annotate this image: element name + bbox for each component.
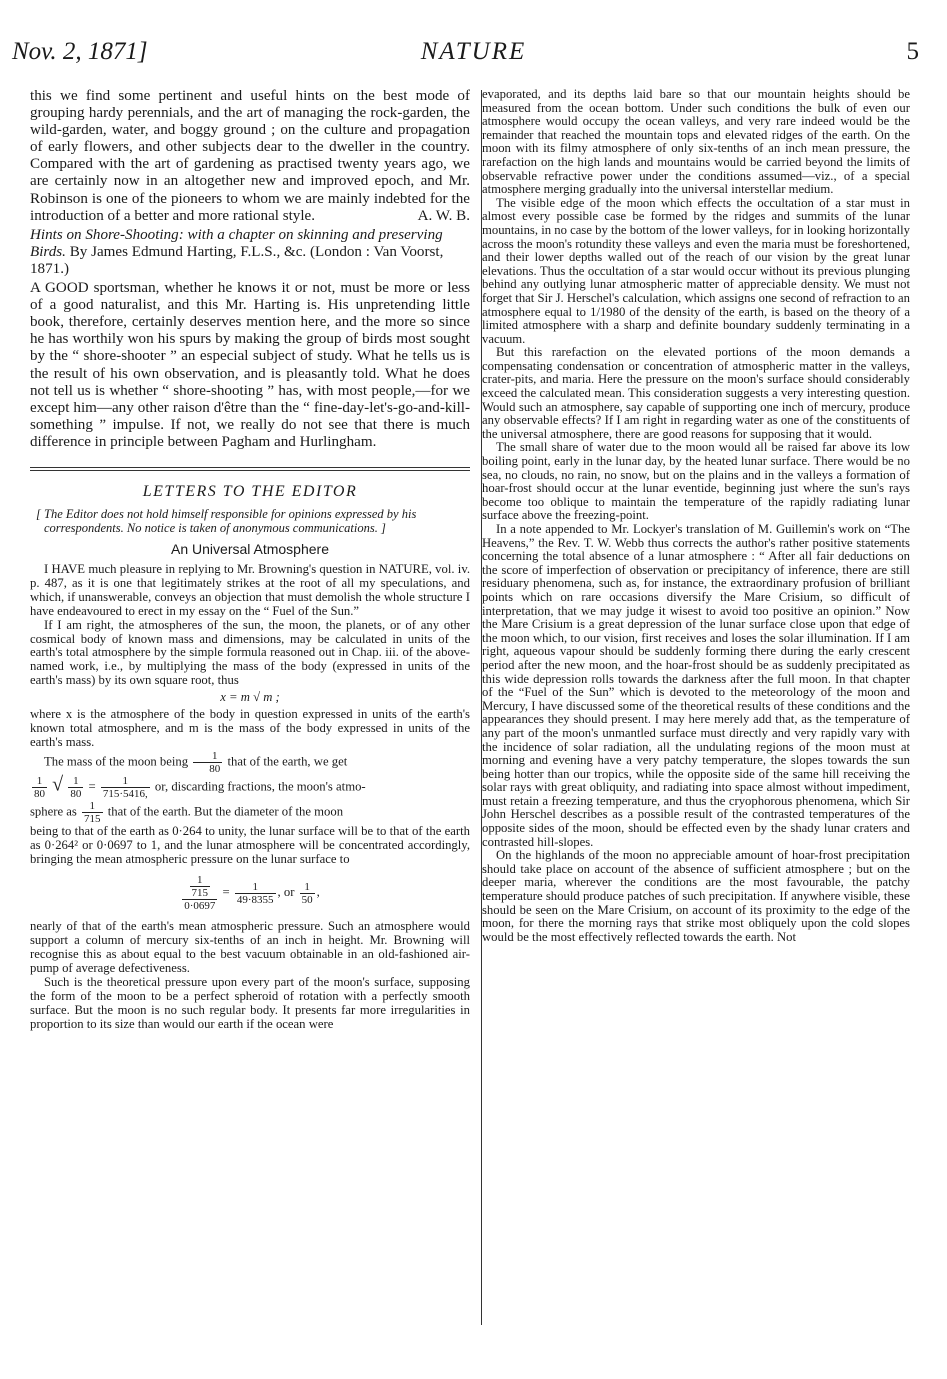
right-paragraph-1: evaporated, and its depths laid bare so that our mountain heights should be measured from the ocean bottom. Under such conditions the bulk of even our atmosphere would occupy the ocean valleys, and very rare indeed would be the remainder that reached the mountain tops and elevated ridges of the earth. On the moon with its filmy atmosphere of only six-tenths of an inch mean pressure, the rarefaction on the high lands and mountains would be carried beyond the limits of observable refractive power under the conditions assumed—viz., of a special atmosphere merging gradually into the universal interstellar medium. bbox=[482, 88, 910, 197]
review-signature: A. W. B. bbox=[417, 207, 470, 224]
issue-date: Nov. 2, 1871] bbox=[12, 38, 148, 65]
right-paragraph-4: The small share of water due to the moon would all be raised far above its low boiling point, early in the lunar day, by the heated lunar surface. There would be no sea, no clouds, no rain, no snow, but on the plains and in the valleys a formation of hoar-frost should occur at the lunar eventide, beginning just where the sun's rays become too oblique to maintain the temperature of the rapidly radiating lunar surface above the freezing-point. bbox=[482, 440, 910, 523]
section-rule bbox=[30, 467, 470, 468]
section-rule-2 bbox=[30, 470, 470, 471]
journal-title: NATURE bbox=[420, 38, 527, 65]
letter-paragraph-3: where x is the atmosphere of the body in question expressed in units of the earth's known total atmosphere, and m is the mass of the body expressed in units of the earth's mass. bbox=[30, 707, 470, 749]
review-opening: A GOOD bbox=[30, 280, 89, 297]
review-text: this we find some pertinent and useful hints on the best mode of grouping hardy perennials, and the art of managing the rock-garden, the wild-garden, water, and boggy ground ; on the culture and propagation of early flowers, and other subjects dear to the dweller in the country. Compared with the art of gardening as practised twenty years ago, we are certainly now in an altogether new and improved epoch, and Mr. Robinson is one of the pioneers to whom we are mainly indebted for the introduction of a better and more rational style. bbox=[30, 88, 470, 224]
letter-paragraph-1: much pleasure in replying to Mr. Browning's question in NATURE, vol. iv. p. 487, as it is one that legitimately strikes at the root of all my speculations, and which, if unanswerable, conveys an objection that must demolish the whole structure I have endeavoured to erect in my essay on the “ Fuel of the Sun.” bbox=[30, 561, 470, 618]
letter-body bbox=[30, 563, 470, 1032]
editor-disclaimer: [ The Editor does not hold himself responsible for opinions expressed by his correspondents. No notice is taken of anonymous communications. ] bbox=[36, 506, 417, 535]
root-line: $\frac{1}{80}$ √ $\frac{1}{80}$ = $\frac{1}{715\cdot 5416,}$ or, discarding fractions, the moon's atmo- bbox=[34, 773, 366, 800]
pressure-fraction: $\frac{\frac{1}{715}}{0\cdot 0697}$ = $\frac{1}{49\cdot 8355}$ , or $\frac{1}{50}$ , bbox=[184, 874, 320, 913]
right-paragraph-3: But this rarefaction on the elevated portions of the moon demands a compensating condensation or concentration of atmospheric matter in the valleys, crater-pits, and maria. Here the pressure on the moon's surface should considerably exceed the calculated mean. This consideration suggests a very interesting question. Would such an atmosphere, say capable of supporting one inch of mercury, produce any observable effects? If I am right in regarding water as one of the constituents of the universal atmosphere, there are good reasons for supposing that it would. bbox=[482, 345, 910, 441]
article-title: An Universal Atmosphere bbox=[171, 540, 329, 557]
letter-opening: I HAVE bbox=[44, 561, 86, 576]
sphere-line: sphere as $\frac{1}{715}$ that of the earth. But the diameter of the moon bbox=[30, 799, 344, 825]
book-title: Hints on Shore-Shooting: with a chapter on skinning and preserving Birds. bbox=[30, 226, 443, 260]
fraction-1-80: $\frac{1}{80}$ bbox=[193, 750, 222, 775]
page-header bbox=[0, 0, 947, 80]
letter-paragraph-2: If I am right, the atmospheres of the sun, the moon, the planets, or of any other cosmical body of known mass and dimensions, may be calculated in units of the earth's total atmosphere by the simple formula reasoned out in Chap. iii. of the above-named work, i.e., by multiplying the mass of the body (expressed in units of the earth's mass) by its own square root, thus bbox=[30, 617, 470, 688]
right-column bbox=[482, 88, 910, 944]
review-continuation bbox=[30, 88, 470, 225]
letter-paragraph-8: nearly of that of the earth's mean atmospheric pressure. Such an atmosphere would support a column of mercury six-tenths of an inch in height. Mr. Browning will recognise this as about equal to the best vacuum obtainable in an old-fashioned air-pump of average defectiveness. bbox=[30, 919, 470, 976]
root-sign-icon: √ bbox=[52, 773, 64, 796]
letter-paragraph-9: Such is the theoretical pressure upon every part of the moon's surface, supposing the form of the moon to be a perfect spheroid of rotation with a perfectly smooth surface. But the moon is no such regular body. It presents far more irregularities in proportion to its size than would our earth if the ocean were bbox=[30, 975, 470, 1031]
book-review bbox=[30, 280, 470, 451]
right-paragraph-6: On the highlands of the moon no appreciable amount of hoar-frost precipitation should take place on account of the absence of sufficient atmosphere ; but on the deeper maria, wherever the conditions are the most favourable, the patchy temperature should produce patches of such precipitation. If anywhere visible, these should be seen on the Mare Crisium, on account of its proximity to the edge of the moon, for there the morning rays that strike most obliquely upon the cold slopes would be the most effectively reflected towards the earth. Not bbox=[482, 848, 910, 944]
book-reference bbox=[30, 227, 470, 278]
page-number: 5 bbox=[906, 38, 919, 65]
mass-line: The mass of the moon being $\frac{1}{80}$ that of the earth, we get bbox=[44, 749, 348, 775]
section-title: LETTERS TO THE EDITOR bbox=[142, 482, 358, 500]
right-paragraph-2: The visible edge of the moon which effects the occultation of a star must in almost every possible case be formed by the ridges and summits of the lunar mountains, in no case by the bottom of the lower valleys, for in looking horizontally across the moon's rotundity these valleys and even the maria must be foreshortened, and their lower depths walled out of the reach of our vision by the great lunar elevations. Thus the occultation of a star would occur without its previous plunging behind any outlying lunar atmospheric matter of appreciable density. We must not forget that Sir J. Herschel's calculation, which assigns one second of refraction to an atmosphere equal to 1/1980 of the density of the earth, is based on the theory of a limited atmosphere with a sharp and definite boundary suddenly terminating in a vacuum. bbox=[482, 195, 910, 346]
letter-paragraph-7: being to that of the earth as 0·264 to unity, the lunar surface will be to that of the earth as 0·264² or 0·0697 to 1, and the lunar atmosphere will be concentrated accordingly, bringing the mean atmospheric pressure on the lunar surface to bbox=[30, 823, 470, 866]
formula: x = m √ m ; bbox=[220, 690, 280, 705]
left-column bbox=[30, 88, 470, 1032]
review-body: sportsman, whether he knows it or not, must be more or less of a good naturalist, and this Mr. Harting is. His unpretending little book, therefore, certainly deserves mention here, and the more so since he has worthily won his spurs by making the group of birds most sought by the “ shore-shooter ” an especial subject of study. What he tells us is the result of his own observation, and is pleasantly told. What he does not tell us is whether “ shore-shooting ” has, with most people,—for we except him—any other raison d'être than the “ fine-day-let's-go-and-kill-something ” impulse. If not, we really do not see that there is much difference in principle between Pagham and Hurlingham. bbox=[30, 280, 470, 450]
book-author: By James Edmund Harting, F.L.S., &c. bbox=[69, 243, 307, 260]
right-paragraph-5: In a note appended to Mr. Lockyer's translation of M. Guillemin's work on “The Heavens,” the Rev. T. W. Webb thus corrects the author's rather positive statements concerning the total absence of a lunar atmosphere : “ After all fair deductions on the score of imperfection of observation or precipitancy of inference, there are still residuary phenomena, such as, for instance, the extraordinary profusion of brilliant points which on rare occasions diversify the Mare Crisium, so difficult of interpretation, that we may judge it wisest to avoid too positive an opinion.” Now the Mare Crisium is a great depression of the lunar surface close upon that edge of the moon which, to our vision, first receives and loses the solar illumination. If I am right, aqueous vapour should be suddenly forming there during the early crescent period after the new moon, and the hoar-frost should be as suddenly precipitated as this wide depression rolls towards the darkness after the full moon. In that chapter of the “Fuel of the Sun” which is devoted to the meteorology of the moon and Mercury, I have discussed some of the theoretical results of these conditions and the appearances they should present. I may here merely add that, as the temperature of any part of the moon's unmantled surface must directly and very rapidly vary with the incidence of solar radiation, all the undulating regions of the moon must at morning and evening have a very patchy temperature, the slopes towards the sun being hotter than our tropics, while the opposite side of the same hill receiving the solar rays with great obliquity, and radiating into space almost without impediment, must retain a freezing temperature, and thus the cryophorous phenomena, which Sir John Herschel describes as a possible result of the contrasted temperatures of the opposite sides of the moon, should be effected even by the shady lunar craters and contrasted hill-slopes. bbox=[482, 522, 910, 849]
book-publisher: (London : Van Voorst, 1871.) bbox=[30, 243, 444, 277]
